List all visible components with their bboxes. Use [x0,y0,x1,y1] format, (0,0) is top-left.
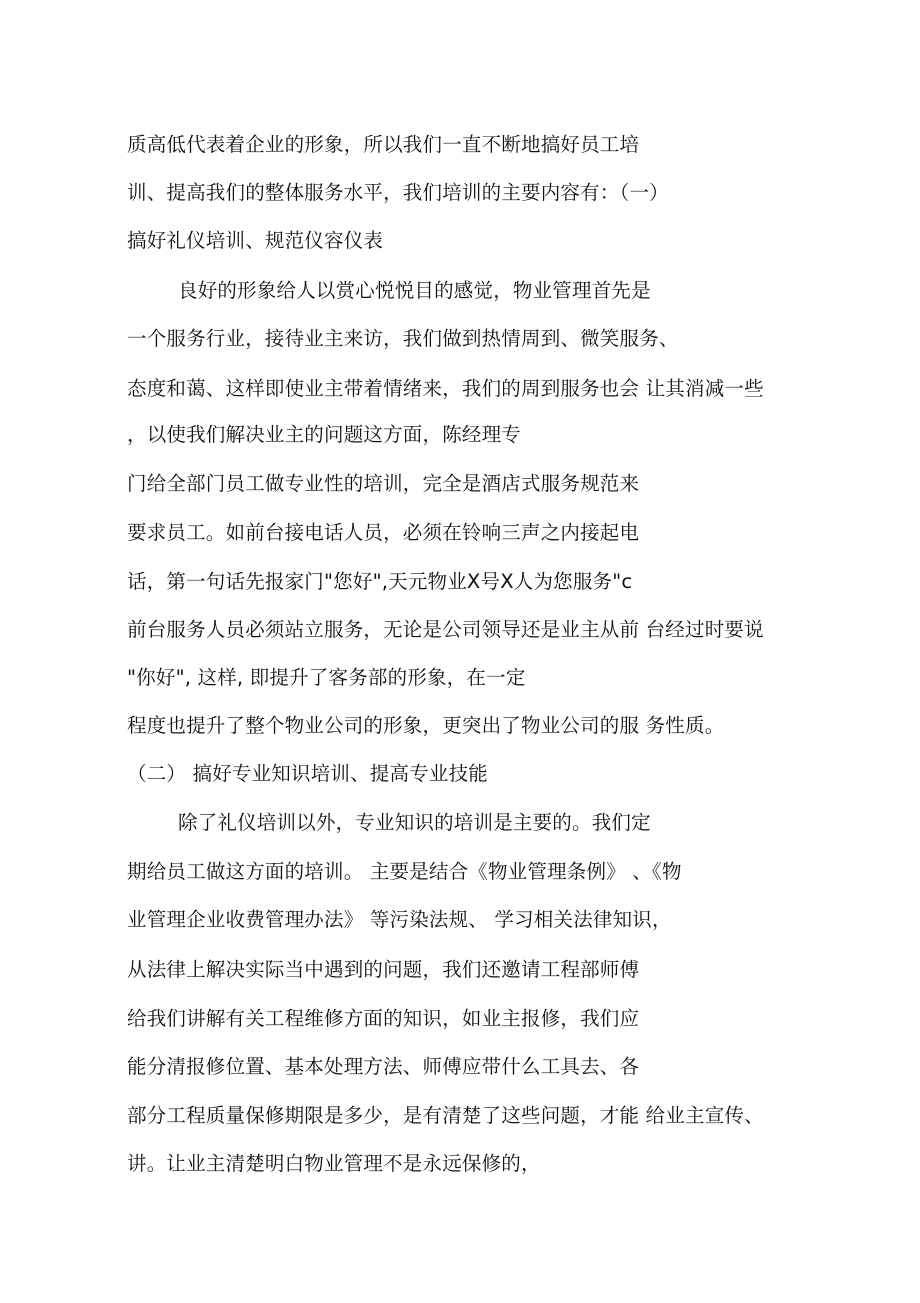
section-heading-2: （二） 搞好专业知识培训、提高专业技能 [127,762,488,785]
text-line-22: 讲。让业主清楚明白物业管理不是永远保修的， [127,1152,541,1175]
text-line-10: 话，第一句话先报家门"您好",天元物业X号X人为您服务"c [127,570,633,593]
text-line-16: 期给员工做这方面的培训。 主要是结合《物业管理条例》 、《物 [127,860,682,883]
text-line-19: 给我们讲解有关工程维修方面的知识，如业主报修，我们应 [127,1007,640,1030]
text-line-9: 要求员工。如前台接电话人员，必须在铃响三声之内接起电 [127,521,640,544]
text-line-4: 良好的形象给人以赏心悦悦目的感觉，物业管理首先是 [178,279,651,302]
text-line-6: 态度和蔼、这样即使业主带着情绪来，我们的周到服务也会 让其消减一些 [127,377,764,400]
text-line-21: 部分工程质量保修期限是多少，是有清楚了这些问题，才能 给业主宣传、 [127,1104,764,1127]
text-line-12: "你好", 这样, 即提升了客务部的形象，在一定 [127,666,526,689]
text-line-11: 前台服务人员必须站立服务，无论是公司领导还是业主从前 台经过时要说 [127,618,764,641]
text-line-8: 门给全部门员工做专业性的培训，完全是酒店式服务规范来 [127,472,640,495]
text-line-15: 除了礼仪培训以外，专业知识的培训是主要的。我们定 [178,811,651,834]
text-line-20: 能分清报修位置、基本处理方法、师傅应带什么工具去、各 [127,1055,640,1078]
text-line-7: ，以使我们解决业主的问题这方面，陈经理专 [127,423,522,446]
text-line-18: 从法律上解决实际当中遇到的问题，我们还邀请工程部师傅 [127,958,640,981]
section-heading-1: 搞好礼仪培训、规范仪容仪表 [127,229,384,252]
text-line-13: 程度也提升了整个物业公司的形象，更突出了物业公司的服 务性质。 [127,714,725,737]
text-line-17: 业管理企业收费管理办法》 等污染法规、 学习相关法律知识， [127,908,672,931]
text-line-2: 训、提高我们的整体服务水平，我们培训的主要内容有：（一） [127,181,669,204]
text-line-1: 质高低代表着企业的形象，所以我们一直不断地搞好员工培 [127,133,640,156]
text-line-5: 一个服务行业，接待业主来访，我们做到热情周到、微笑服务、 [127,327,679,350]
